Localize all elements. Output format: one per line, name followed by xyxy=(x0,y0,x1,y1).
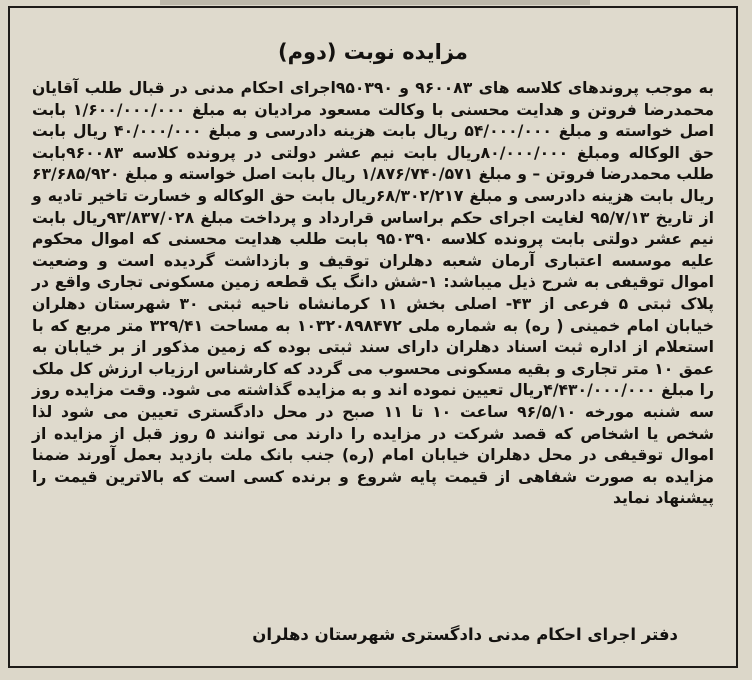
torn-edge xyxy=(160,0,590,5)
notice-title: مزایده نوبت (دوم) xyxy=(278,40,468,64)
notice-signature: دفتر اجرای احکام مدنی دادگستری شهرستان دهلران xyxy=(252,625,678,644)
notice-frame xyxy=(8,6,738,668)
notice-body: به موجب پروندهای کلاسه های ۹۶۰۰۸۳ و ۹۵۰۳۹۰اجرای احکام مدنی در قبال طلب آقایان محمدرضا فروتن و هدایت محسنی با وکالت مسعود مرادیان به مبلغ ۱/۶۰۰/۰۰۰/۰۰۰ بابت اصل خواسته و مبلغ ۵۴/۰۰۰/۰۰۰ ریال بابت هزینه دادرسی و مبلغ ۴۰/۰۰۰/۰۰۰ ریال بابت حق الوکاله ومبلغ ۸۰/۰۰۰/۰۰۰ریال بابت نیم عشر دولتی در پرونده کلاسه ۹۶۰۰۸۳بابت طلب محمدرضا فروتن – و مبلغ ۱/۸۷۶/۷۴۰/۵۷۱ ریال بابت اصل خواسته و مبلغ ۶۳/۶۸۵/۹۲۰ ریال بابت هزینه دادرسی و مبلغ ۶۸/۳۰۲/۲۱۷ریال بابت حق الوکاله و خسارت تاخیر تادیه و از تاریخ ۹۵/۷/۱۳ لغایت اجرای حکم براساس قرارداد و پرداخت مبلغ ۹۳/۸۳۷/۰۲۸ریال بابت نیم عشر دولتی بابت پرونده کلاسه ۹۵۰۳۹۰ بابت طلب هدایت محسنی که اموال محکوم علیه موسسه اعتباری آرمان شعبه دهلران توقیف و بازداشت گردیده است و وضعیت اموال توقیفی به شرح ذیل میباشد: ۱-شش دانگ یک قطعه زمین مسکونی تجاری واقع در پلاک ثبتی ۵ فرعی از ۴۳- اصلی بخش ۱۱ کرمانشاه ناحیه ثبتی ۳۰ شهرستان دهلران خیابان امام خمینی ( ره) به شماره ملی ۱۰۳۲۰۸۹۸۴۷۲ به مساحت ۳۲۹/۴۱ متر مربع که با استعلام از اداره ثبت اسناد دهلران دارای سند ثبتی بوده که زمین مذکور از بر خیابان به عمق ۱۰ متر تجاری و بقیه مسکونی محسوب می گردد که کارشناس ارزیاب ارزش کل ملک را مبلغ ۴/۴۳۰/۰۰۰/۰۰۰ریال تعیین نموده اند و به مزایده گذاشته می شود. وقت مزایده روز سه شنبه مورخه ۹۶/۵/۱۰ ساعت ۱۰ تا ۱۱ صبح در محل دادگستری تعیین می شود لذا شخص یا اشخاص که قصد شرکت در مزایده را دارند می توانند ۵ روز قبل از مزایده از اموال توقیفی در محل دهلران خیابان امام (ره) جنب بانک ملت بازدید بعمل آورند ضمنا مزایده به صورت شفاهی از قیمت پایه شروع و برنده کسی است که بالاترین قیمت را پیشنهاد نماید xyxy=(32,79,715,508)
